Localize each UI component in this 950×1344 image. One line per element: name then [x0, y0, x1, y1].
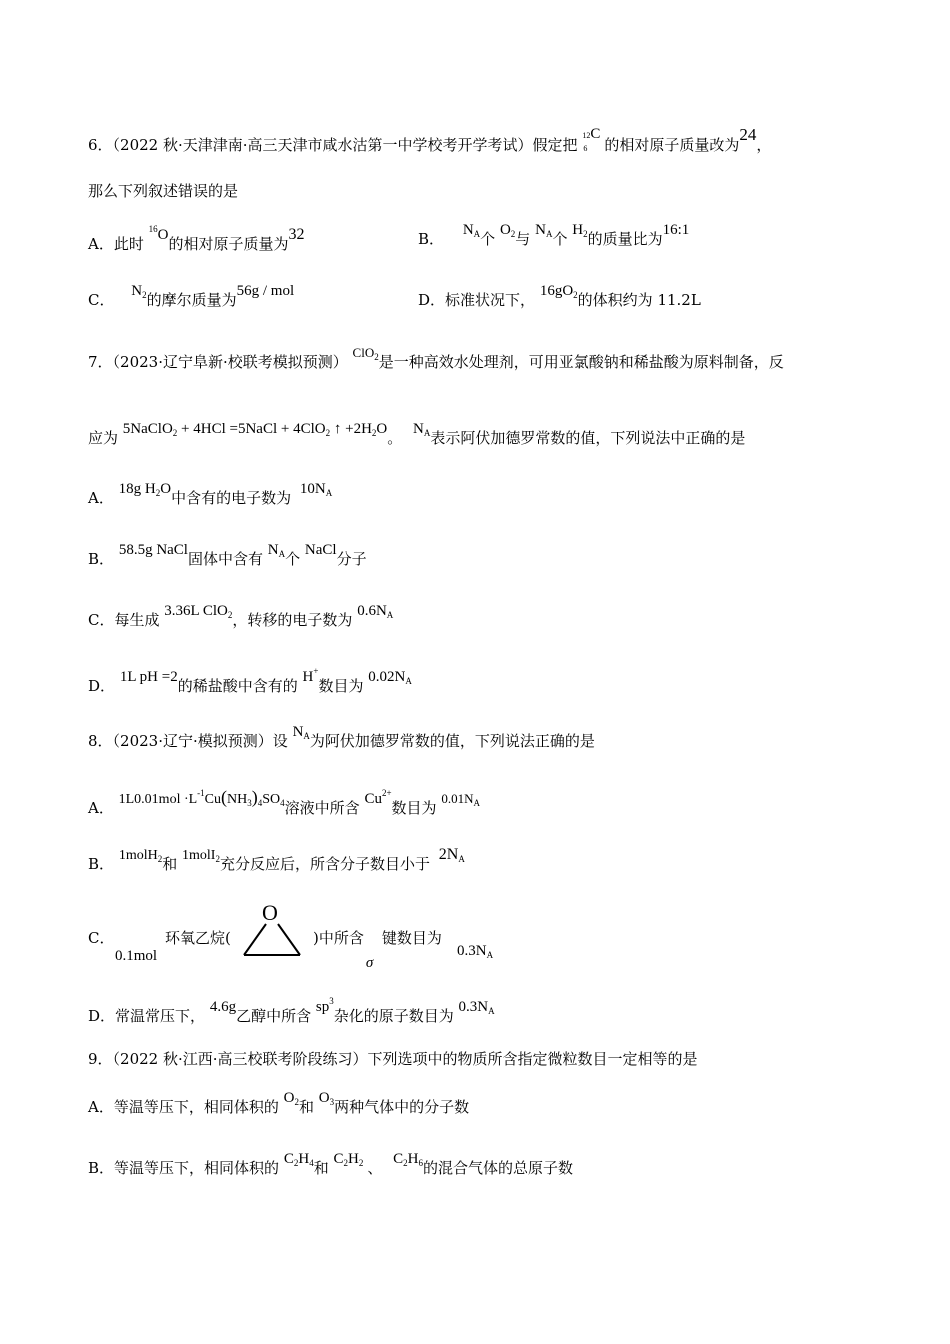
q9-option-a: A．等温等压下，相同体积的 $O_2$和 $O_3$两种气体中的分子数 [88, 1090, 470, 1116]
q7-option-a: A． 18g $H_2O$中含有的电子数为 $10N_A$ [88, 481, 333, 507]
question-8-stem: 8．（2023·辽宁·模拟预测）设 $N_A$为阿伏加德罗常数的值，下列说法正确的是 [88, 724, 595, 750]
question-number: 6． [88, 136, 113, 154]
q7-option-d: D． 1L pH =2的稀盐酸中含有的 H+数目为 $0.02N_A$ [88, 666, 412, 695]
carbon-isotope: 12 6 C [582, 126, 601, 153]
question-7-equation-line: 应为 5NaClO$_2$ + 4HCl =5NaCl + 4ClO$_2$ ↑ $+2H_2O$。 $N_A$表示阿伏加德罗常数的值，下列说法中正确的是 [88, 421, 746, 447]
question-source: （2022 秋·天津津南·高三天津市咸水沽第一中学校考开学考试） [112, 136, 533, 154]
q8-option-c-amount: 0.1mol [115, 948, 158, 964]
q6-option-b: B． $N_A$个 $O_2$与 $N_A$个 $H_2$的质量比为16:1 [418, 222, 690, 248]
q8-option-c-name: 环氧乙烷( [165, 929, 231, 947]
q8-option-c-text: )中所含 σ 键数目为 [313, 929, 442, 971]
q7-option-b: B． 58.5g NaCl固体中含有 $N_A$个 NaCl分子 [88, 542, 367, 568]
q6-option-d: D．标准状况下， $16gO_2$的体积约为 11.2L [418, 283, 701, 309]
question-7-stem: 7．（2023·辽宁阜新·校联考模拟预测） ClO$_2$是一种高效水处理剂，可用亚氯酸钠和稀盐酸为原料制备，反 [88, 345, 784, 371]
q8-option-c-value: $0.3N_A$ [457, 943, 494, 960]
q8-option-d: D．常温常压下， 4.6g乙醇中所含 $sp^3$杂化的原子数目为 $0.3N_A$ [88, 996, 495, 1025]
q6-option-c: C． $N_2$的摩尔质量为56g / mol [88, 283, 295, 309]
question-6-stem-line2: 那么下列叙述错误的是 [88, 182, 239, 200]
q6-option-a: A．此时 $^{16}$O的相对原子质量为32 [88, 224, 305, 253]
question-6-stem: 6．（2022 秋·天津津南·高三天津市咸水沽第一中学校考开学考试）假定把 12 6 C 的相对原子质量改为24， [88, 125, 772, 154]
q9-option-b: B．等温等压下，相同体积的 $C_2H_4$和 $C_2H_2$ 、 $C_2H_6$的混合气体的总原子数 [88, 1151, 574, 1177]
q8-option-b: B． 1molH$_2$和 1molI$_2$充分反应后，所含分子数目小于 $2N_A$ [88, 846, 465, 873]
q8-option-a: A． $1L0.01mol \cdot L^{-1}Cu(NH_3)_4SO_4$溶液中所含 $Cu^{2+}$数目为 $0.01N_A$ [88, 787, 480, 817]
epoxide-ring-structure [240, 900, 304, 964]
q7-option-c: C．每生成 3.36L ClO$_2$，转移的电子数为 $0.6N_A$ [88, 603, 394, 629]
ring-oxygen-atom: O [262, 900, 278, 925]
q8-option-c-label: C． [88, 929, 115, 947]
question-9-stem: 9．（2022 秋·江西·高三校联考阶段练习）下列选项中的物质所含指定微粒数目一定相等的是 [88, 1050, 698, 1068]
